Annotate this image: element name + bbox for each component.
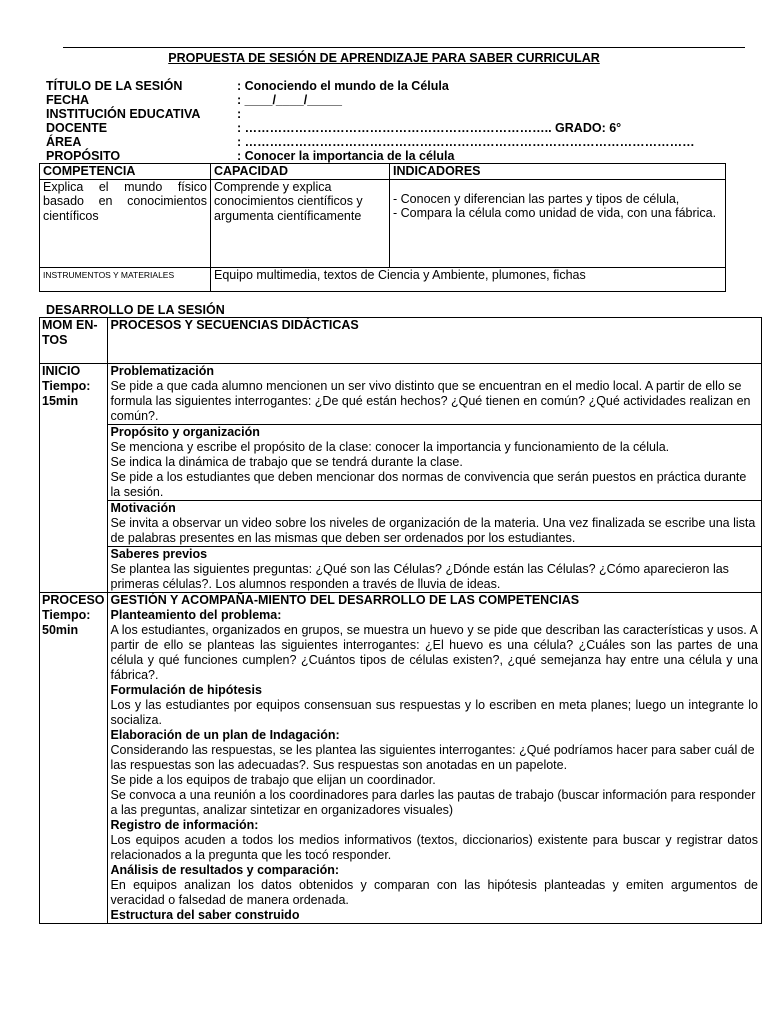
block-text: En equipos analizan los datos obtenidos y comparan con las hipótesis planteadas y emiten argumentos de veracidad o falsedad de manera ordenada. (110, 878, 758, 907)
indicator-item: - Conocen y diferencian las partes y tipos de célula, (393, 191, 680, 206)
block-heading: Motivación (110, 501, 176, 515)
header-row-institution (46, 107, 695, 121)
header-label: PROPÓSITO (46, 149, 121, 163)
block-heading: Planteamiento del problema: (110, 608, 282, 622)
block-heading: Registro de información: (110, 818, 259, 832)
proceso-row (40, 593, 762, 924)
header-label: TÍTULO DE LA SESIÓN (46, 79, 183, 93)
block-heading: Formulación de hipótesis (110, 683, 262, 697)
block-heading: Propósito y organización (110, 425, 260, 439)
inicio-row-1 (40, 364, 762, 425)
block-text: Se pide a que cada alumno mencionen un ser vivo distinto que se encuentran en el medio local. A partir de ello se formula las siguientes interrogantes: ¿De qué están hechos? ¿Qué tienen en común? ¿Qué actividades realizan en común?. (110, 379, 751, 423)
header-label: INSTITUCIÓN EDUCATIVA (46, 107, 201, 121)
inicio-block (107, 501, 761, 547)
development-header (40, 318, 762, 364)
development-table (39, 317, 762, 924)
col-competencia: COMPETENCIA (40, 164, 211, 180)
block-heading: Saberes previos (110, 547, 208, 561)
proceso-title: GESTIÓN Y ACOMPAÑA-MIENTO DEL DESARROLLO DE LAS COMPETENCIAS (110, 593, 580, 607)
competency-table-header (40, 164, 726, 180)
header-value: : ____/____/_____ (237, 93, 342, 107)
moments-header: MOM EN- TOS (40, 318, 108, 364)
materials-row (40, 267, 726, 291)
competencia-cell: Explica el mundo físico basado en conocimientos científicos (40, 179, 211, 267)
header-value: : Conociendo el mundo de la Célula (237, 79, 449, 93)
inicio-moment-label: INICIO Tiempo: 15min (40, 364, 108, 593)
header-row-purpose (46, 149, 695, 163)
block-text: Se menciona y escribe el propósito de la clase: conocer la importancia y funcionamiento de la célula. Se indica la dinámica de trabajo que se tendrá durante la clase. Se pide a los estudiantes que deben mencionar dos normas de convivencia que serán puestos en práctica durante la sesión. (110, 440, 747, 499)
header-row-teacher (46, 121, 695, 135)
document-title: PROPUESTA DE SESIÓN DE APRENDIZAJE PARA SABER CURRICULAR (168, 51, 600, 65)
header-row-date (46, 93, 695, 107)
inicio-row-3 (40, 501, 762, 547)
process-header: PROCESOS Y SECUENCIAS DIDÁCTICAS (107, 318, 761, 364)
competency-table (39, 163, 726, 292)
indicadores-cell (390, 179, 726, 267)
proceso-block (107, 593, 761, 924)
inicio-row-2 (40, 425, 762, 501)
materials-label: INSTRUMENTOS Y MATERIALES (40, 267, 211, 291)
top-rule (63, 47, 745, 48)
header-value: : ……………………………………………………………….. GRADO: 6° (237, 121, 622, 135)
header-label: DOCENTE (46, 121, 108, 135)
block-heading: Estructura del saber construido (110, 908, 300, 922)
header-value: : (237, 107, 242, 121)
inicio-block (107, 364, 761, 425)
inicio-block (107, 425, 761, 501)
header-row-title (46, 79, 695, 93)
materials-value: Equipo multimedia, textos de Ciencia y Ambiente, plumones, fichas (211, 267, 726, 291)
inicio-block (107, 547, 761, 593)
proceso-moment-label: PROCESO Tiempo: 50min (40, 593, 108, 924)
block-heading: Problematización (110, 364, 215, 378)
block-text: Los equipos acuden a todos los medios informativos (textos, diccionarios) existente para buscar y registrar datos relacionados a la pregunta que les tocó responder. (110, 833, 758, 862)
header-value: : ……………………………………………………………………………………………… (237, 135, 695, 149)
competency-row (40, 179, 726, 267)
header-label: ÁREA (46, 135, 82, 149)
indicator-item: - Compara la célula como unidad de vida, con una fábrica. (393, 206, 717, 220)
block-text: Los y las estudiantes por equipos consensuan sus respuestas y lo escriben en meta planes; luego un integrante lo socializa. (110, 698, 758, 727)
block-text: Se plantea las siguientes preguntas: ¿Qué son las Células? ¿Dónde están las Células? ¿Cómo aparecieron las primeras células?. Los alumnos responden a través de lluvia de ideas. (110, 562, 729, 591)
capacidad-cell: Comprende y explica conocimientos científicos y argumenta científicamente (211, 179, 390, 267)
header-value: : Conocer la importancia de la célula (237, 149, 455, 163)
inicio-row-4 (40, 547, 762, 593)
header-row-area (46, 135, 695, 149)
block-text: Se invita a observar un video sobre los niveles de organización de la materia. Una vez finalizada se escribe una lista de palabras presentes en las mismas que deben ser ordenados por los estudiantes. (110, 516, 756, 545)
col-indicadores: INDICADORES (390, 164, 726, 180)
session-header (46, 79, 695, 163)
block-text: Considerando las respuestas, se les plantea las siguientes interrogantes: ¿Qué podríamos hacer para saber cuál de las respuestas son las adecuadas?. Sus respuestas son anotadas en un papelote. Se pide a los equipos de trabajo que elijan un coordinador. Se convoca a una reunión a los coordinadores para darles las pautas de trabajo (buscar información para responder a las preguntas, analizar sintetizar en organizadores visuales) (110, 743, 756, 817)
col-capacidad: CAPACIDAD (211, 164, 390, 180)
block-heading: Elaboración de un plan de Indagación: (110, 728, 340, 742)
header-label: FECHA (46, 93, 90, 107)
block-text: A los estudiantes, organizados en grupos, se muestra un huevo y se pide que describan las características y usos. A partir de ello se planteas las siguientes interrogantes: ¿El huevo es una célula? ¿Cuáles son las partes de una célula y qué funciones cumplen? ¿Cuántos tipos de células existen?, ¿qué semejanza hay entre una célula y una fábrica?. (110, 623, 758, 682)
section-title: DESARROLLO DE LA SESIÓN (46, 303, 225, 317)
block-heading: Análisis de resultados y comparación: (110, 863, 340, 877)
